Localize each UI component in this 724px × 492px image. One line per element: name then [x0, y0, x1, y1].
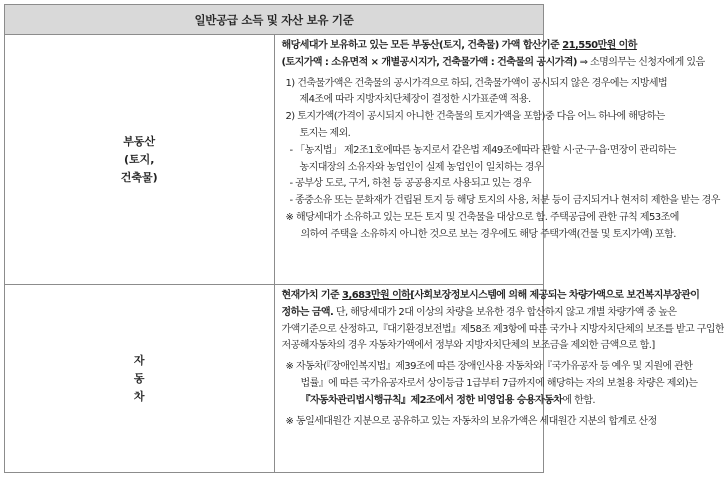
property-criterion-text: 해당세대가 보유하고 있는 모든 부동산(토지, 건축물) 가액 합산기준: [281, 40, 563, 51]
property-label: [5, 35, 275, 285]
vehicle-label-char: 자: [133, 353, 145, 367]
vehicle-note-2: ※ 동일세대원간 지분으로 공유하고 있는 자동차의 보유가액은 세대원간 지분의 합계로 산정: [285, 415, 657, 427]
property-note-2-cont: 토지는 제외.: [299, 127, 351, 139]
property-note-1: 1) 건축물가액은 건축물의 공시가격으로 하되, 건축물가액이 공시되지 않은 경우에는 지방세법: [285, 77, 668, 89]
property-label-line: 건축물): [120, 170, 158, 184]
vehicle-label: [5, 285, 275, 473]
property-row: [5, 35, 544, 285]
vehicle-criterion: [281, 288, 700, 305]
vehicle-criterion-source: [사회보장정보시스템에 의해 제공되는 차량가액으로 보건복지부장관이: [410, 290, 700, 301]
property-content: [274, 35, 720, 285]
exclusion-public-land: - 공부상 도로, 구거, 하천 등 공공용지로 사용되고 있는 경우: [289, 178, 532, 190]
header-row: [5, 5, 544, 35]
vehicle-criterion-line4: 저공해자동차의 경우 자동차가액에서 정부와 지방자치단체의 보조금을 제외한 금액으로 함.]: [281, 340, 655, 352]
vehicle-label-char: 차: [133, 389, 145, 403]
exclusion-farmland: - 「농지법」 제2조1호에따른 농지로서 같은법 제49조에따라 관할 시·군·구·읍·면장이 관리하는: [289, 144, 676, 156]
property-criterion: [281, 38, 637, 55]
vehicle-limit-amount: 3,683만원 이하: [342, 290, 411, 301]
vehicle-criterion-text: 현재가치 기준: [281, 290, 343, 301]
property-label-line: 부동산: [123, 134, 156, 148]
vehicle-criterion-end: 정하는 금액.: [281, 306, 334, 318]
vehicle-content: [274, 285, 724, 473]
property-valuation: [281, 55, 705, 72]
vehicle-regulation-ref: 『자동차관리법시행규칙』제2조에서 정한 비영업용 승용자동차: [300, 394, 563, 406]
vehicle-label-char: 동: [133, 371, 145, 385]
criteria-table: [4, 4, 724, 473]
exclusion-restricted-land: - 종중소유 또는 문화재가 건립된 토지 등 해당 토지의 사용, 처분 등이 금지되거나 현저히 제한을 받는 경우: [289, 195, 720, 207]
vehicle-note-1-end: [282, 393, 595, 410]
proof-obligation: ⇒ 소명의무는 신청자에게 있음: [576, 56, 705, 68]
vehicle-note-1-cont: 법률』에 따른 국가유공자로서 상이등급 1급부터 7급까지에 해당하는 자의 보철용 차량은 제외)는: [300, 377, 698, 389]
vehicle-multi-car-rule: 단, 해당세대가 2대 이상의 차량을 보유한 경우 합산하지 않고 개별 차량가액 중 높은: [333, 306, 677, 318]
exclusion-farmland-cont: 농지대장의 소유자와 농업인이 실제 농업인이 일치하는 경우: [299, 161, 544, 173]
property-note-1-cont: 제4조에 따라 지방자치단체장이 결정한 시가표준액 적용.: [299, 94, 531, 106]
vehicle-regulation-tail: 에 한함.: [562, 394, 595, 406]
vehicle-note-1: ※ 자동차(『장애인복지법』제39조에 따른 장애인사용 자동차와『국가유공자 등 예우 및 지원에 관한: [285, 361, 693, 373]
property-label-line: (토지,: [124, 152, 155, 166]
valuation-formula: (토지가액 : 소유면적 × 개별공시지가, 건축물가액 : 건축물의 공시가격): [281, 56, 577, 68]
vehicle-criterion-line2: [281, 305, 677, 322]
property-note-2: 2) 토지가액(가격이 공시되지 아니한 건축물의 토지가액을 포함)중 다음 어느 하나에 해당하는: [285, 111, 665, 123]
property-limit-amount: 21,550만원 이하: [562, 40, 637, 51]
table-title: 일반공급 소득 및 자산 보유 기준: [5, 5, 544, 35]
vehicle-criterion-line3: 가액기준으로 산정하고,『대기환경보전법』제58조 제3항에 따른 국가나 지방자치단체의 보조를 받고 구입한: [281, 323, 724, 335]
property-remark-cont: 의하여 주택을 소유하지 아니한 것으로 보는 경우에도 해당 주택가액(건물 및 토지가액) 포함.: [300, 228, 676, 240]
property-remark: ※ 해당세대가 소유하고 있는 모든 토지 및 건축물을 대상으로 함. 주택공급에 관한 규칙 제53조에: [285, 211, 679, 223]
vehicle-row: [5, 285, 544, 473]
